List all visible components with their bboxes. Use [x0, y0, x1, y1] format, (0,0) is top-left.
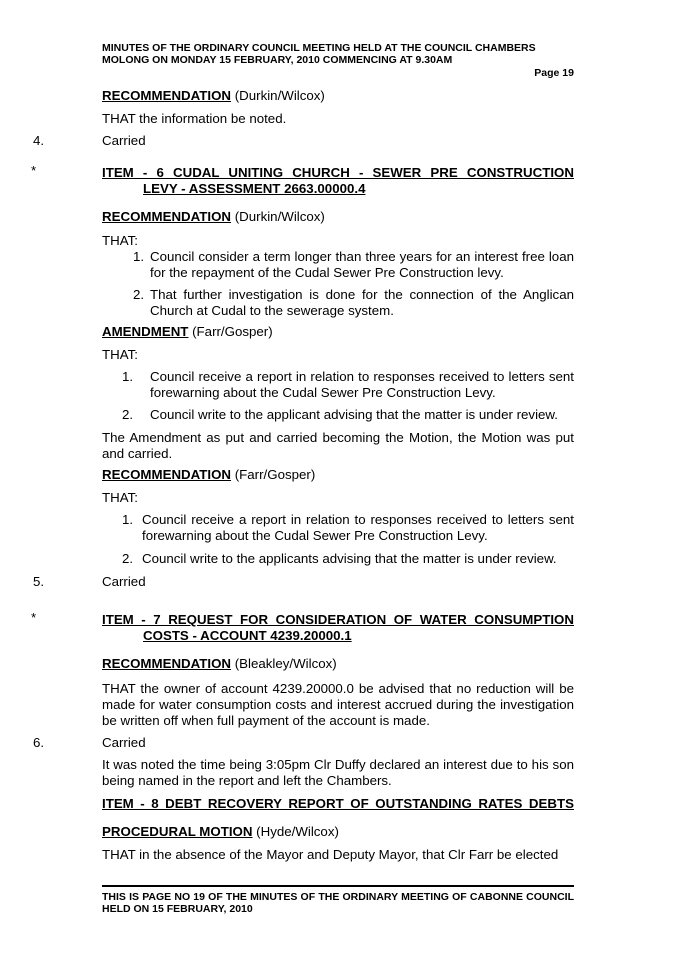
header-line-1: MINUTES OF THE ORDINARY COUNCIL MEETING HELD AT THE COUNCIL CHAMBERS [102, 42, 536, 54]
procedural-motion-text: THAT in the absence of the Mayor and Deputy Mayor, that Clr Farr be elected [102, 847, 559, 862]
item-title-line-2: COSTS - ACCOUNT 4239.20000.1 [143, 628, 352, 643]
carried-text: Carried [102, 574, 146, 589]
carried-text: Carried [102, 735, 146, 750]
header-title [102, 42, 574, 66]
list-item [122, 407, 574, 423]
header-line-2: MOLONG ON MONDAY 15 FEBRUARY, 2010 COMMENCING AT 9.30AM [102, 54, 453, 66]
interest-note: It was noted the time being 3:05pm Clr Duffy declared an interest due to his son being named in the report and left the Chambers. [102, 757, 574, 788]
resolution-number: 6. [33, 735, 45, 750]
carried-text: Carried [102, 133, 146, 148]
list-number: 1. [122, 369, 134, 384]
list-number: 1. [133, 249, 145, 264]
list-text: Council write to the applicant advising that the matter is under review. [150, 407, 558, 422]
item-title-line-1: ITEM - 7 REQUEST FOR CONSIDERATION OF WATER CONSUMPTION [102, 612, 574, 627]
recommendation-heading [102, 88, 574, 104]
item-marker: * [31, 163, 37, 178]
list-number: 1. [122, 512, 134, 527]
recommendation-movers: (Bleakley/Wilcox) [231, 656, 337, 671]
list-item [122, 369, 574, 401]
footer-rule [102, 885, 574, 887]
item-6-title [102, 165, 574, 197]
list-number: 2. [122, 551, 134, 566]
recommendation-label: RECOMMENDATION [102, 88, 232, 103]
item-title-line-1: ITEM - 8 DEBT RECOVERY REPORT OF OUTSTANDING RATES DEBTS [102, 796, 574, 811]
list-text: Council consider a term longer than three years for an interest free loan for the repayment of the Cudal Sewer Pre Construction levy. [150, 249, 574, 280]
amendment-heading [102, 324, 574, 340]
list-item [122, 512, 574, 544]
list-item [122, 551, 574, 567]
that-label: THAT: [102, 347, 138, 362]
item-title-line-1: ITEM - 6 CUDAL UNITING CHURCH - SEWER PRE CONSTRUCTION [102, 165, 574, 180]
recommendation-movers: (Farr/Gosper) [231, 467, 316, 482]
page-number: Page 19 [534, 67, 574, 79]
resolution-number: 5. [33, 574, 45, 589]
resolution-text: THAT the owner of account 4239.20000.0 be advised that no reduction will be made for water consumption costs and interest accrued during the investigation be written off when full payment of the account is made. [102, 681, 574, 728]
footer-text: THIS IS PAGE NO 19 OF THE MINUTES OF THE ORDINARY MEETING OF CABONNE COUNCIL HELD ON 15 FEBRUARY, 2010 [102, 891, 574, 915]
list-text: Council write to the applicants advising that the matter is under review. [142, 551, 557, 566]
list-number: 2. [122, 407, 134, 422]
list-text: That further investigation is done for the connection of the Anglican Church at Cudal to the sewerage system. [150, 287, 574, 318]
item-8-title [102, 796, 574, 812]
procedural-motion-label: PROCEDURAL MOTION [102, 824, 253, 839]
recommendation-movers: (Durkin/Wilcox) [231, 209, 325, 224]
list-item [133, 287, 574, 319]
item-title-line-2: LEVY - ASSESSMENT 2663.00000.4 [143, 181, 366, 196]
that-label: THAT: [102, 233, 138, 248]
list-text: Council receive a report in relation to responses received to letters sent forewarning about the Cudal Sewer Pre Construction Levy. [150, 369, 574, 400]
list-text: Council receive a report in relation to responses received to letters sent forewarning about the Cudal Sewer Pre Construction Levy. [142, 512, 574, 543]
resolution-number: 4. [33, 133, 45, 148]
recommendation-heading [102, 209, 574, 225]
procedural-motion-movers: (Hyde/Wilcox) [252, 824, 339, 839]
item-7-title [102, 612, 574, 644]
resolution-text: THAT the information be noted. [102, 111, 287, 126]
recommendation-heading [102, 656, 574, 672]
recommendation-label: RECOMMENDATION [102, 467, 232, 482]
list-number: 2. [133, 287, 145, 302]
amendment-movers: (Farr/Gosper) [188, 324, 273, 339]
procedural-motion-heading [102, 824, 574, 840]
that-label: THAT: [102, 490, 138, 505]
amendment-label: AMENDMENT [102, 324, 189, 339]
item-marker: * [31, 610, 37, 625]
recommendation-label: RECOMMENDATION [102, 656, 232, 671]
amendment-result: The Amendment as put and carried becoming the Motion, the Motion was put and carried. [102, 430, 574, 461]
recommendation-movers: (Durkin/Wilcox) [231, 88, 325, 103]
recommendation-heading [102, 467, 574, 483]
recommendation-label: RECOMMENDATION [102, 209, 232, 224]
list-item [133, 249, 574, 281]
